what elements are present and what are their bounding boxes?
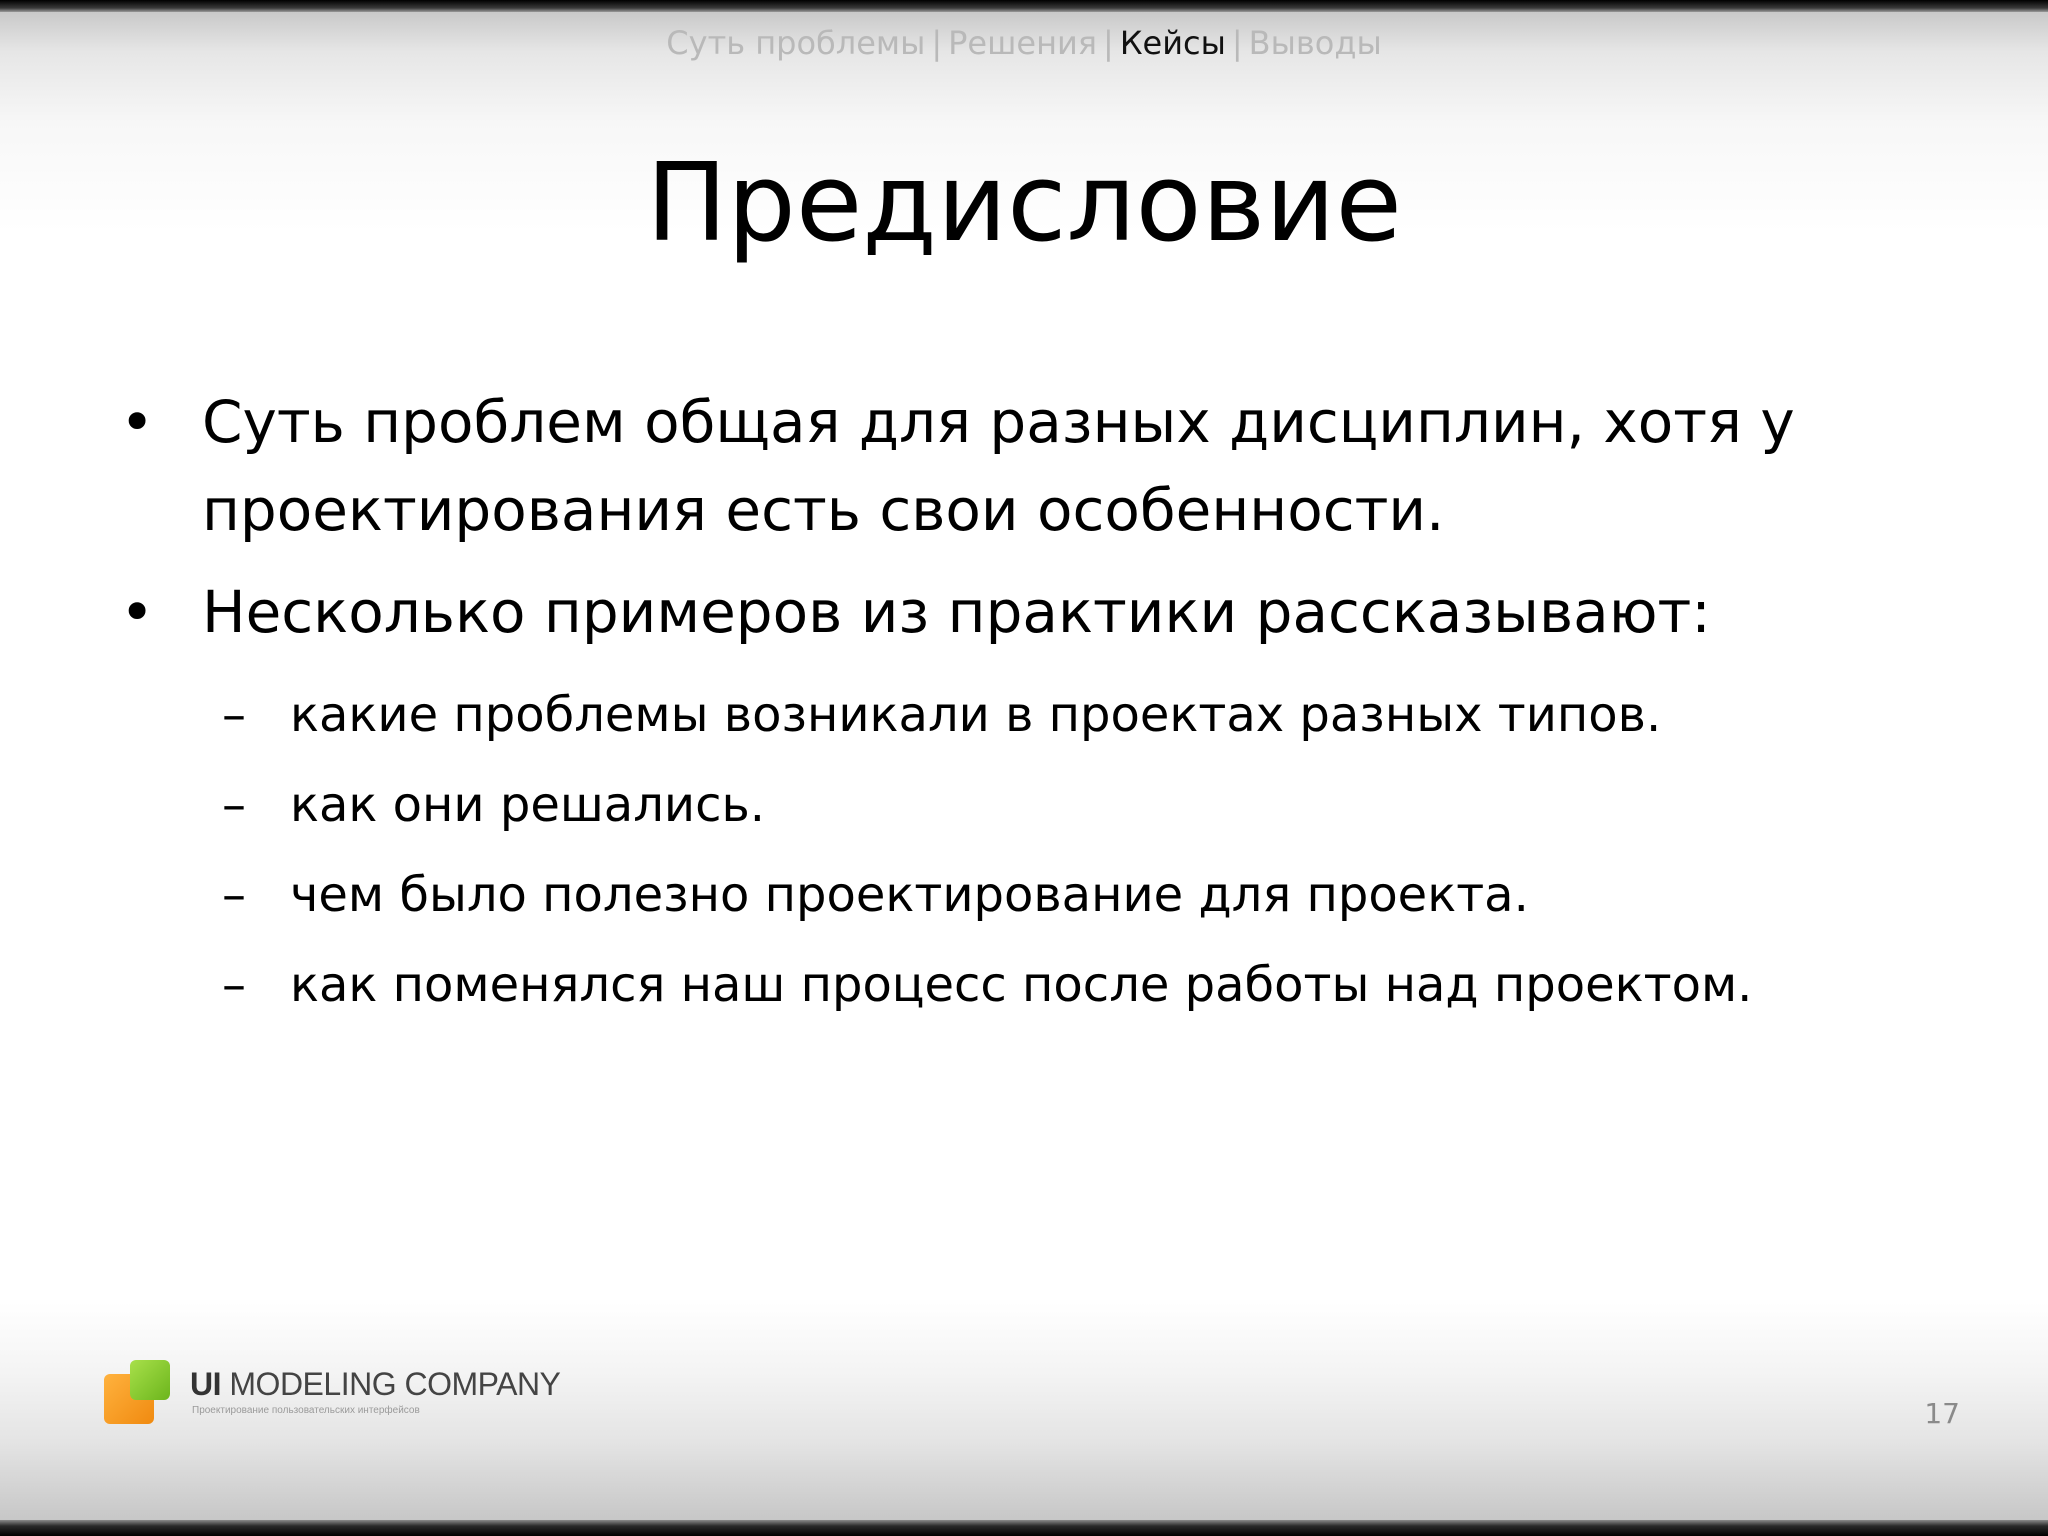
nav-item-solutions[interactable]: Решения	[948, 24, 1098, 62]
sub-bullet-text: как поменялся наш процесс после работы над проектом.	[290, 957, 1753, 1013]
dash-icon: –	[222, 957, 246, 1013]
slide-title: Предисловие	[646, 141, 1402, 266]
sub-bullet-item	[120, 760, 1980, 850]
sub-bullet-item	[120, 850, 1980, 940]
bottom-frame-edge	[0, 1520, 2048, 1536]
company-logo	[100, 1360, 580, 1440]
sub-bullet-text: какие проблемы возникали в проектах разных типов.	[290, 687, 1662, 743]
bullet-icon: •	[120, 578, 155, 646]
section-navigation	[0, 18, 2048, 68]
logo-company-name	[190, 1364, 560, 1404]
nav-item-conclusions[interactable]: Выводы	[1248, 24, 1382, 62]
page-number: 17	[1924, 1397, 1960, 1430]
dash-icon: –	[222, 777, 246, 833]
dash-icon: –	[222, 867, 246, 923]
bullet-icon: •	[120, 388, 155, 456]
presentation-slide	[0, 12, 2048, 1520]
bullet-text: Суть проблем общая для разных дисциплин, хотя у проектирования есть свои особенности.	[202, 388, 1795, 544]
logo-name-rest: MODELING COMPANY	[221, 1366, 561, 1402]
sub-bullet-item	[120, 940, 1980, 1030]
bullet-item	[120, 378, 1980, 554]
bullet-item	[120, 568, 1980, 656]
sub-bullet-item	[120, 670, 1980, 760]
nav-separator: |	[1231, 24, 1243, 62]
sub-bullet-text: как они решались.	[290, 777, 766, 833]
nav-item-problem[interactable]: Суть проблемы	[666, 24, 926, 62]
logo-green-square	[130, 1360, 170, 1400]
bullet-text: Несколько примеров из практики рассказывают:	[202, 578, 1711, 646]
logo-name-bold: UI	[190, 1366, 221, 1402]
nav-separator: |	[1103, 24, 1114, 62]
nav-separator: |	[931, 24, 943, 62]
sub-bullet-text: чем было полезно проектирование для проекта.	[290, 867, 1529, 923]
slide-content	[120, 378, 1980, 1030]
nav-item-cases[interactable]: Кейсы	[1119, 24, 1226, 62]
top-frame-edge	[0, 0, 2048, 12]
logo-mark-icon	[100, 1360, 174, 1434]
dash-icon: –	[222, 687, 246, 743]
logo-tagline: Проектирование пользовательских интерфейсов	[192, 1405, 420, 1416]
